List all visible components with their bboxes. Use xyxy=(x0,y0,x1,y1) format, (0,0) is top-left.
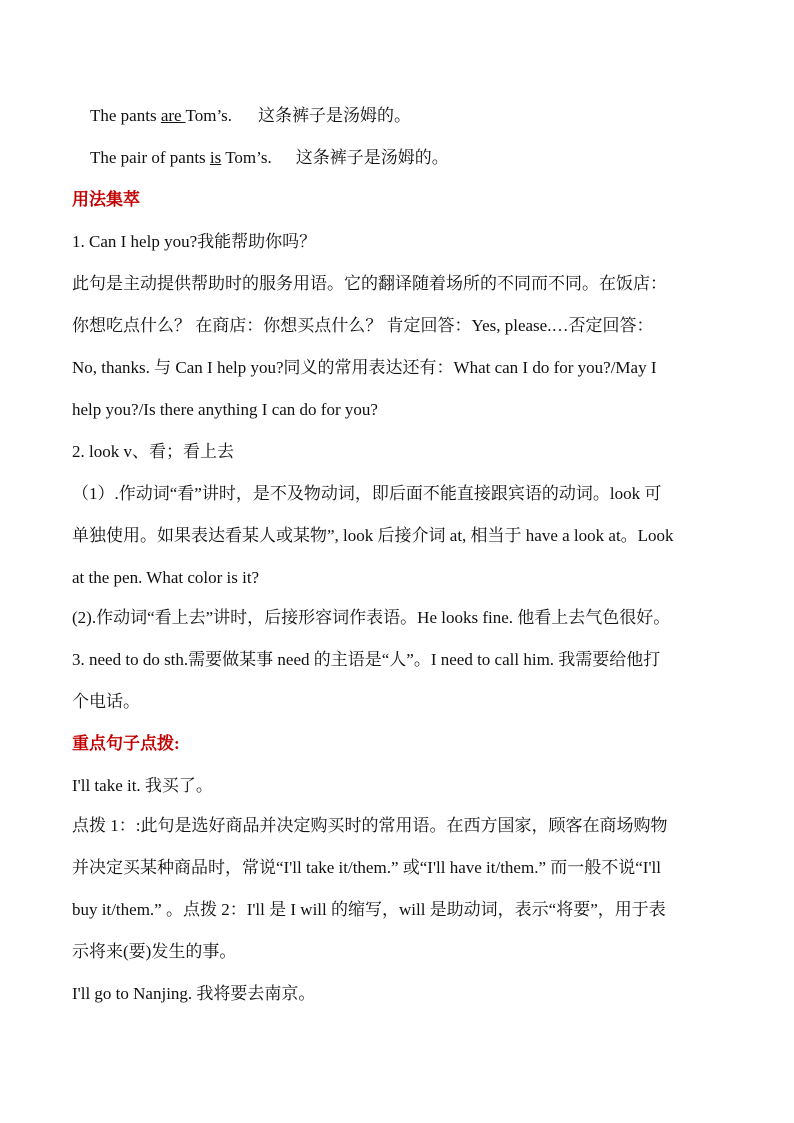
paragraph-line: 单独使用。如果表达看某人或某物”, look 后接介词 at, 相当于 have a look at。Look xyxy=(72,526,674,545)
sentence-text: Tom’s. xyxy=(221,148,272,167)
translation: 这条裤子是汤姆的。 xyxy=(258,106,412,125)
paragraph-line: 3. need to do sth.需要做某事 need 的主语是“人”。I need to call him. 我需要给他打 xyxy=(72,650,661,669)
paragraph-line: 2. look v、看；看上去 xyxy=(72,442,234,461)
example-sentence-1 xyxy=(90,104,411,128)
example-sentence-2 xyxy=(90,146,449,170)
paragraph-line: 1. Can I help you?我能帮助你吗？ xyxy=(72,232,317,251)
paragraph-line: help you?/Is there anything I can do for you? xyxy=(72,400,378,419)
paragraph-line: （1）.作动词“看”讲时，是不及物动词，即后面不能直接跟宾语的动词。look 可 xyxy=(72,484,662,503)
paragraph-line: 示将来(要)发生的事。 xyxy=(72,942,237,961)
paragraph-line: (2).作动词“看上去”讲时，后接形容词作表语。He looks fine. 他看上去气色很好。 xyxy=(72,608,671,627)
paragraph-line: buy it/them.” 。点拨 2：I'll 是 I will 的缩写，will 是助动词，表示“将要”，用于表 xyxy=(72,900,666,919)
paragraph-line: I'll take it. 我买了。 xyxy=(72,776,213,795)
underlined-verb: is xyxy=(209,148,222,167)
sentence-text: Tom’s. xyxy=(185,106,233,125)
paragraph-line: 个电话。 xyxy=(72,692,140,711)
paragraph-line: at the pen. What color is it? xyxy=(72,568,260,587)
section-heading-key-sentences: 重点句子点拨: xyxy=(72,734,180,753)
paragraph-line: 点拨 1：:此句是选好商品并决定购买时的常用语。在西方国家，顾客在商场购物 xyxy=(72,816,668,835)
paragraph-line: 你想吃点什么？ 在商店：你想买点什么？ 肯定回答：Yes, please.…否定回答： xyxy=(72,316,654,335)
sentence-text: The pair of pants xyxy=(90,148,210,167)
paragraph-line: No, thanks. 与 Can I help you?同义的常用表达还有：What can I do for you?/May I xyxy=(72,358,657,377)
underlined-verb: are xyxy=(160,106,186,125)
translation: 这条裤子是汤姆的。 xyxy=(295,148,449,167)
paragraph-line: I'll go to Nanjing. 我将要去南京。 xyxy=(72,984,316,1003)
section-heading-usage: 用法集萃 xyxy=(72,190,140,209)
sentence-text: The pants xyxy=(90,106,161,125)
paragraph-line: 并决定买某种商品时，常说“I'll take it/them.” 或“I'll have it/them.” 而一般不说“I'll xyxy=(72,858,661,877)
paragraph-line: 此句是主动提供帮助时的服务用语。它的翻译随着场所的不同而不同。在饭店： xyxy=(72,274,667,293)
